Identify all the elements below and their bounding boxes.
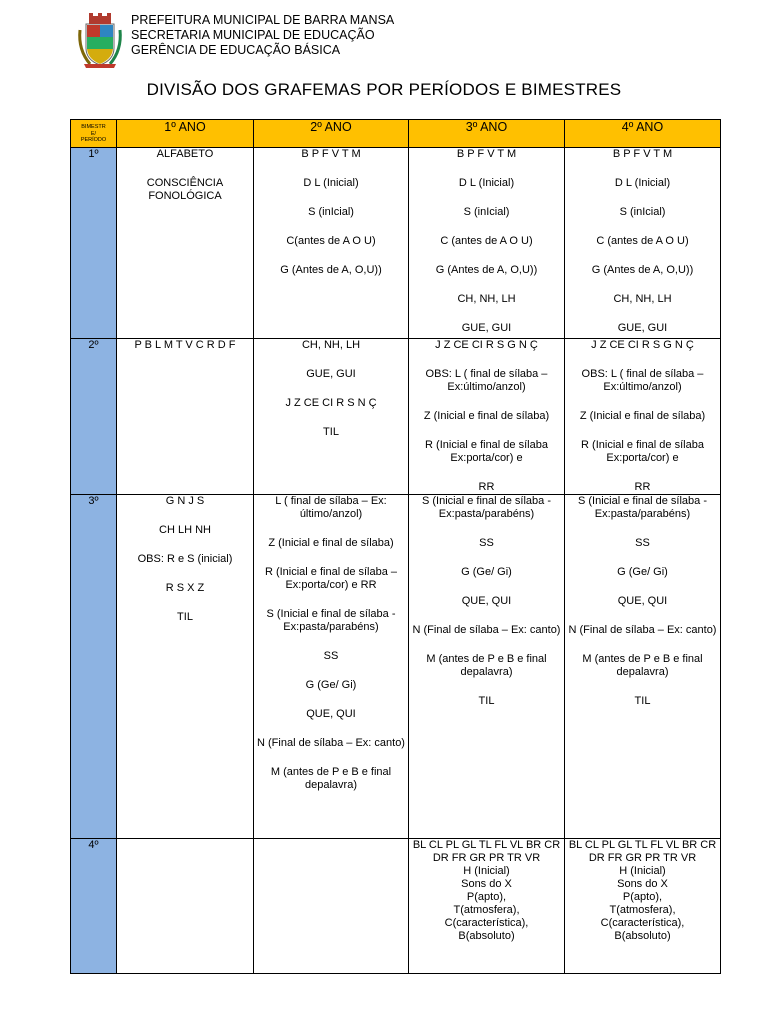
grapheme-item: G (Antes de A, O,U)) bbox=[280, 264, 382, 276]
coat-of-arms-icon bbox=[76, 10, 124, 68]
grapheme-item: GUE, GUI bbox=[461, 322, 512, 334]
grapheme-item: CH LH NH bbox=[159, 524, 211, 536]
grapheme-item: C(antes de A O U) bbox=[286, 235, 376, 247]
period-label: 4º bbox=[71, 839, 117, 974]
table-row bbox=[71, 339, 721, 495]
grapheme-item: QUE, QUI bbox=[461, 595, 512, 607]
grapheme-item: CH, NH, LH bbox=[301, 339, 361, 351]
grapheme-item: D L (Inicial) bbox=[303, 177, 359, 189]
grapheme-item: R (Inicial e final de sílaba Ex:porta/cor) e bbox=[425, 439, 548, 464]
grapheme-item: H (Inicial) bbox=[463, 865, 510, 877]
grapheme-item: S (inIcial) bbox=[308, 206, 354, 218]
grapheme-cell bbox=[409, 148, 565, 339]
corner-header bbox=[71, 120, 117, 148]
grapheme-item: RR bbox=[478, 481, 495, 493]
grapheme-item: Sons do X bbox=[461, 878, 512, 890]
grapheme-item: R (Inicial e final de sílaba Ex:porta/cor) e bbox=[581, 439, 704, 464]
grapheme-cell bbox=[565, 148, 721, 339]
grapheme-item: P(apto), bbox=[466, 891, 507, 903]
grapheme-item: N (Final de sílaba – Ex: canto) bbox=[412, 624, 561, 636]
grapheme-item: OBS: R e S (inicial) bbox=[137, 553, 233, 565]
grapheme-item: BL CL PL GL TL FL VL BR CR DR FR GR PR TR VR bbox=[568, 839, 717, 864]
grapheme-item: C(característica), bbox=[600, 917, 685, 929]
grapheme-item: S (Inicial e final de sílaba - Ex:pasta/parabéns) bbox=[266, 608, 396, 633]
grapheme-item: G (Ge/ Gi) bbox=[617, 566, 668, 578]
grapheme-item: J Z CE CI R S G N Ç bbox=[591, 339, 694, 351]
grapheme-item: P(apto), bbox=[622, 891, 663, 903]
grapheme-cell bbox=[409, 839, 565, 974]
grapheme-table bbox=[70, 119, 721, 974]
grapheme-item: C (antes de A O U) bbox=[440, 235, 533, 247]
grapheme-cell bbox=[254, 495, 409, 839]
grapheme-cell bbox=[117, 495, 254, 839]
grapheme-cell bbox=[409, 495, 565, 839]
table-row bbox=[71, 495, 721, 839]
header-line-secretaria: SECRETARIA MUNICIPAL DE EDUCAÇÃO bbox=[131, 28, 375, 42]
grapheme-item: M (antes de P e B e final depalavra) bbox=[582, 653, 703, 678]
header-line-gerencia: GERÊNCIA DE EDUCAÇÃO BÁSICA bbox=[131, 43, 341, 57]
grapheme-item: R S X Z bbox=[165, 582, 205, 594]
grapheme-item: S (Inicial e final de sílaba - Ex:pasta/parabéns) bbox=[421, 495, 551, 520]
document-title: DIVISÃO DOS GRAFEMAS POR PERÍODOS E BIMESTRES bbox=[146, 80, 622, 99]
grapheme-item: R (Inicial e final de sílaba – Ex:porta/cor) e RR bbox=[264, 566, 398, 591]
corner-label-line: BIMESTR bbox=[81, 124, 106, 131]
grapheme-item: G (Ge/ Gi) bbox=[305, 679, 357, 691]
grapheme-item: QUE, QUI bbox=[306, 708, 356, 720]
grapheme-item: N (Final de sílaba – Ex: canto) bbox=[568, 624, 717, 636]
grapheme-cell bbox=[117, 839, 254, 974]
grapheme-item: TIL bbox=[323, 426, 339, 438]
grapheme-item: RR bbox=[634, 481, 651, 493]
grapheme-item: Z (Inicial e final de sílaba) bbox=[268, 537, 394, 549]
grapheme-cell bbox=[565, 495, 721, 839]
document-header bbox=[76, 10, 676, 70]
grapheme-item: OBS: L ( final de sílaba – Ex:último/anzol) bbox=[581, 368, 704, 393]
grapheme-item: M (antes de P e B e final depalavra) bbox=[270, 766, 392, 791]
grapheme-item: Z (Inicial e final de sílaba) bbox=[423, 410, 550, 422]
grapheme-item: B P F V T M bbox=[301, 148, 361, 160]
grapheme-item: B(absoluto) bbox=[458, 930, 515, 942]
grapheme-item: N (Final de sílaba – Ex: canto) bbox=[257, 737, 405, 749]
grapheme-item: QUE, QUI bbox=[617, 595, 668, 607]
grapheme-item: J Z CE CI R S G N Ç bbox=[435, 339, 538, 351]
header-lines bbox=[131, 13, 394, 58]
grapheme-item: G (Antes de A, O,U)) bbox=[591, 264, 694, 276]
grapheme-item: TIL bbox=[634, 695, 651, 707]
grapheme-item: S (inIcial) bbox=[619, 206, 666, 218]
corner-label-line: E/ bbox=[90, 130, 97, 137]
corner-label-line: PERÍODO bbox=[80, 137, 107, 144]
grapheme-item: P B L M T V C R D F bbox=[134, 339, 236, 351]
grapheme-item: S (inIcial) bbox=[463, 206, 510, 218]
grapheme-item: BL CL PL GL TL FL VL BR CR DR FR GR PR TR VR bbox=[412, 839, 561, 864]
grapheme-item: GUE, GUI bbox=[306, 368, 356, 380]
grapheme-item: G (Antes de A, O,U)) bbox=[435, 264, 538, 276]
grapheme-item: TIL bbox=[177, 611, 193, 623]
grapheme-item: B P F V T M bbox=[456, 148, 517, 160]
grapheme-item: SS bbox=[479, 537, 494, 549]
grapheme-item: C(característica), bbox=[444, 917, 529, 929]
grapheme-item: C (antes de A O U) bbox=[596, 235, 689, 247]
grapheme-item: GUE, GUI bbox=[617, 322, 668, 334]
table-row bbox=[71, 839, 721, 974]
grapheme-item: T(atmosfera), bbox=[609, 904, 676, 916]
grapheme-item: SS bbox=[323, 650, 339, 662]
grapheme-item: S (Inicial e final de sílaba - Ex:pasta/parabéns) bbox=[577, 495, 707, 520]
grapheme-item: D L (Inicial) bbox=[458, 177, 515, 189]
grapheme-item: Sons do X bbox=[617, 878, 668, 890]
grapheme-item: ALFABETO bbox=[156, 148, 214, 160]
grapheme-cell bbox=[409, 339, 565, 495]
grapheme-item: T(atmosfera), bbox=[453, 904, 520, 916]
grapheme-cell bbox=[117, 339, 254, 495]
grapheme-item: D L (Inicial) bbox=[614, 177, 671, 189]
grapheme-cell bbox=[254, 839, 409, 974]
table-header-row bbox=[71, 120, 721, 148]
grapheme-item: M (antes de P e B e final depalavra) bbox=[426, 653, 547, 678]
grapheme-item: OBS: L ( final de sílaba – Ex:último/anzol) bbox=[425, 368, 548, 393]
grapheme-item: G N J S bbox=[165, 495, 205, 507]
grapheme-item: CH, NH, LH bbox=[613, 293, 672, 305]
grapheme-cell bbox=[117, 148, 254, 339]
column-header-4-ano: 4º ANO bbox=[565, 120, 721, 148]
period-label: 1º bbox=[71, 148, 117, 339]
column-header-2-ano: 2º ANO bbox=[254, 120, 409, 148]
grapheme-cell bbox=[565, 839, 721, 974]
column-header-3-ano: 3º ANO bbox=[409, 120, 565, 148]
header-line-prefeitura: PREFEITURA MUNICIPAL DE BARRA MANSA bbox=[131, 13, 395, 27]
grapheme-item: J Z CE CI R S N Ç bbox=[285, 397, 377, 409]
grapheme-cell bbox=[565, 339, 721, 495]
grapheme-item: SS bbox=[635, 537, 650, 549]
grapheme-item: B(absoluto) bbox=[614, 930, 671, 942]
grapheme-cell bbox=[254, 339, 409, 495]
column-header-1-ano: 1º ANO bbox=[117, 120, 254, 148]
grapheme-item: B P F V T M bbox=[612, 148, 673, 160]
grapheme-item: H (Inicial) bbox=[619, 865, 666, 877]
grapheme-item: CH, NH, LH bbox=[457, 293, 516, 305]
grapheme-cell bbox=[254, 148, 409, 339]
table-row bbox=[71, 148, 721, 339]
grapheme-item: L ( final de sílaba – Ex: último/anzol) bbox=[275, 495, 387, 520]
cell-content bbox=[117, 148, 253, 203]
grapheme-item: CONSCIÊNCIA FONOLÓGICA bbox=[146, 177, 224, 202]
grapheme-item: G (Ge/ Gi) bbox=[461, 566, 512, 578]
grapheme-item: Z (Inicial e final de sílaba) bbox=[579, 410, 706, 422]
period-label: 2º bbox=[71, 339, 117, 495]
period-label: 3º bbox=[71, 495, 117, 839]
grapheme-item: TIL bbox=[478, 695, 495, 707]
